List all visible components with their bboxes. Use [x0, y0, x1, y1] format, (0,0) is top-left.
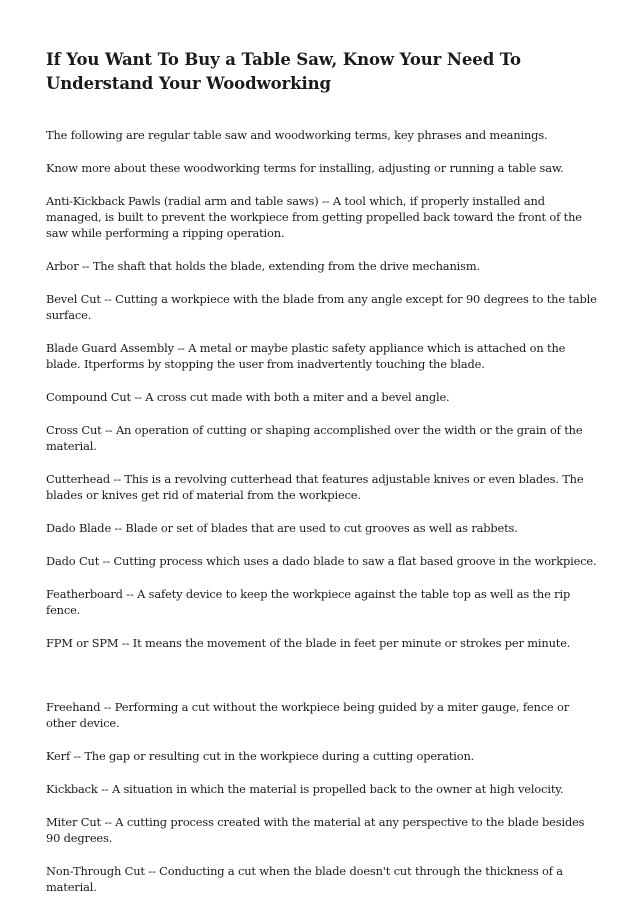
term-blade-guard-assembly: Blade Guard Assembly -- A metal or maybe plastic safety appliance which is attached on the blade. Itperforms by stopping the user from inadvertently touching the blade.	[46, 341, 566, 371]
term-dado-cut: Dado Cut -- Cutting process which uses a dado blade to saw a flat based groove in the workpiece.	[46, 554, 597, 568]
term-arbor: Arbor -- The shaft that holds the blade, extending from the drive mechanism.	[46, 259, 480, 273]
term-anti-kickback-pawls: Anti-Kickback Pawls (radial arm and table saws) -- A tool which, if properly installed and managed, is built to prevent the workpiece from getting propelled back toward the front of the saw while performing a ripping operation.	[46, 194, 582, 240]
term-non-through-cut: Non-Through Cut -- Conducting a cut when the blade doesn't cut through the thickness of a material.	[46, 864, 563, 894]
section-gap	[46, 668, 598, 699]
term-kickback: Kickback -- A situation in which the material is propelled back to the owner at high velocity.	[46, 782, 564, 796]
term-miter-cut: Miter Cut -- A cutting process created with the material at any perspective to the blade besides 90 degrees.	[46, 815, 585, 845]
term-bevel-cut: Bevel Cut -- Cutting a workpiece with the blade from any angle except for 90 degrees to the table surface.	[46, 292, 597, 322]
term-fpm-spm: FPM or SPM -- It means the movement of the blade in feet per minute or strokes per minute.	[46, 636, 571, 650]
term-kerf: Kerf -- The gap or resulting cut in the workpiece during a cutting operation.	[46, 749, 475, 763]
term-cutterhead: Cutterhead -- This is a revolving cutterhead that features adjustable knives or even blades. The blades or knives get rid of material from the workpiece.	[46, 472, 584, 502]
term-featherboard: Featherboard -- A safety device to keep the workpiece against the table top as well as the rip fence.	[46, 587, 571, 617]
page-title: If You Want To Buy a Table Saw, Know Your Need To Understand Your Woodworking	[46, 50, 521, 93]
paragraph-know-more: Know more about these woodworking terms for installing, adjusting or running a table saw.	[46, 161, 564, 175]
term-cross-cut: Cross Cut -- An operation of cutting or shaping accomplished over the width or the grain of the material.	[46, 423, 583, 453]
paragraph-intro: The following are regular table saw and woodworking terms, key phrases and meanings.	[46, 128, 548, 142]
document-page	[46, 48, 598, 912]
term-freehand: Freehand -- Performing a cut without the workpiece being guided by a miter gauge, fence or other device.	[46, 700, 570, 730]
term-compound-cut: Compound Cut -- A cross cut made with both a miter and a bevel angle.	[46, 390, 450, 404]
term-dado-blade: Dado Blade -- Blade or set of blades that are used to cut grooves as well as rabbets.	[46, 521, 518, 535]
